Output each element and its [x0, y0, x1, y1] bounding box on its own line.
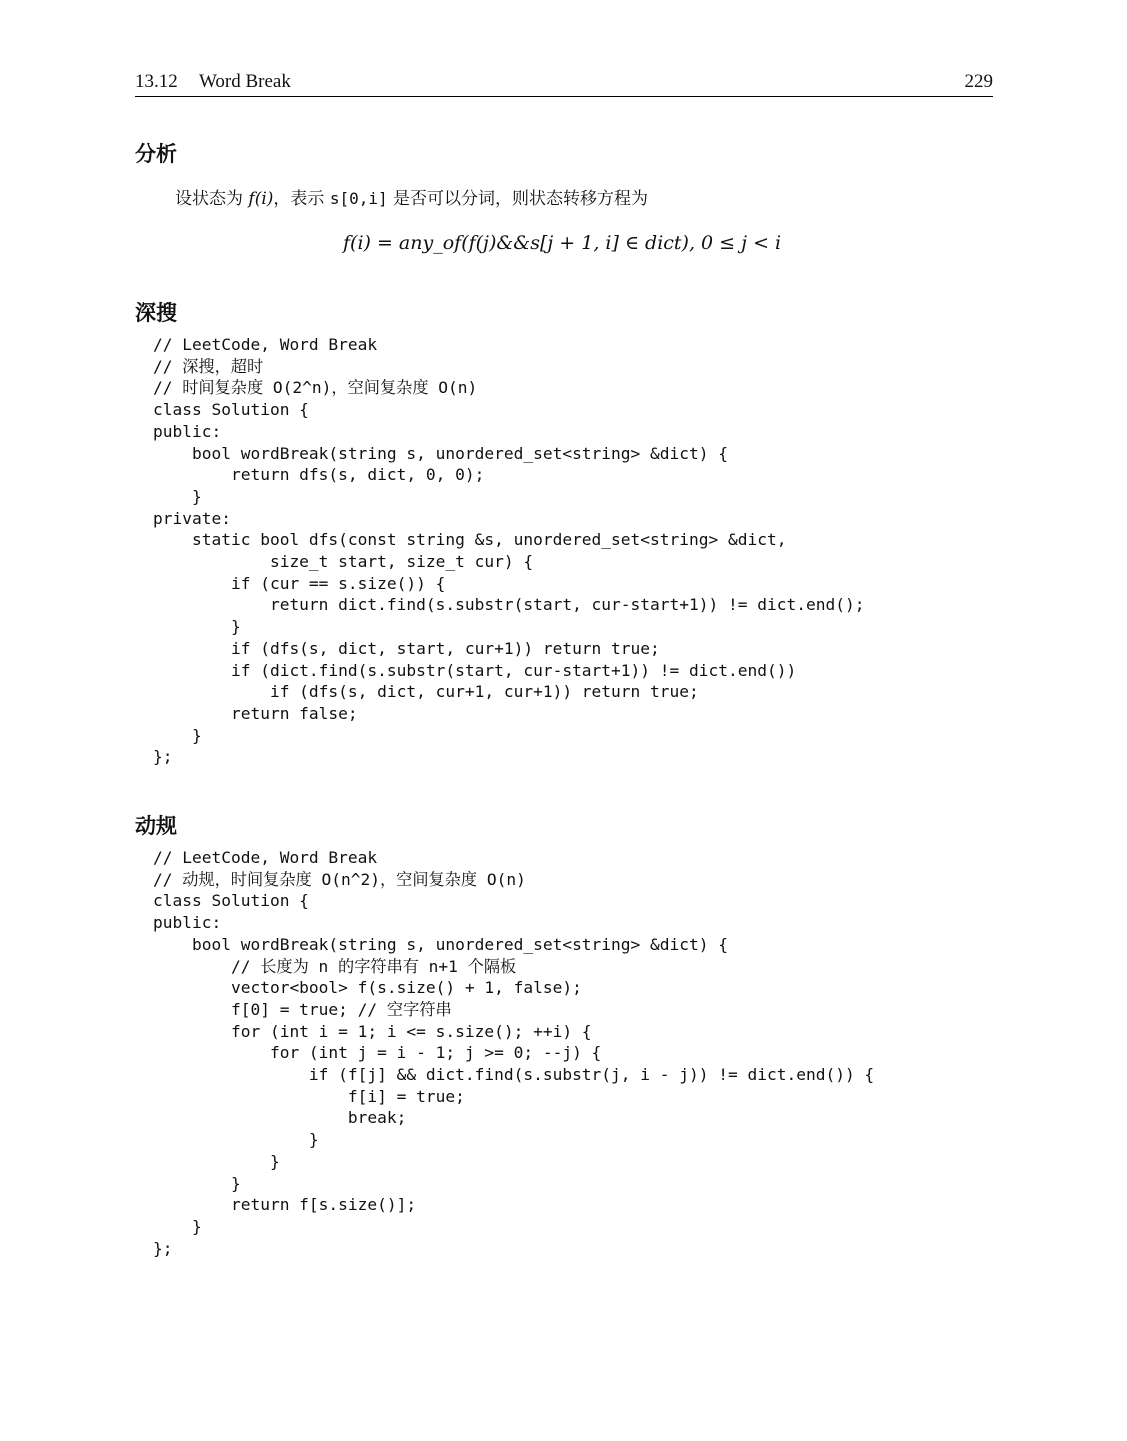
dp-heading: 动规	[135, 814, 177, 838]
section-title: Word Break	[199, 71, 291, 92]
analysis-paragraph	[175, 184, 648, 209]
dfs-code-block: // LeetCode, Word Break // 深搜，超时 // 时间复杂度 O(2^n)，空间复杂度 O(n) class Solution { public: bool wordBreak(string s, unordered_set<string> &dict) { return dfs(s, dict, 0, 0); } private: static bool dfs(const string &s, unordered_set<string> &dict, size_t start, size_t cur) { if (cur == s.size()) { return dict.find(s.substr(start, cur-start+1)) != dict.end(); } if (dfs(s, dict, start, cur+1)) return true; if (dict.find(s.substr(start, cur-start+1)) != dict.end()) if (dfs(s, dict, cur+1, cur+1)) return true; return false; } };	[153, 335, 865, 767]
page-number: 229	[964, 71, 993, 92]
state-transition-formula: f(i) = any_of(f(j)&&s[j + 1, i] ∈ dict), 0 ≤ j < i	[343, 232, 782, 254]
analysis-text-fi: f(i)	[248, 189, 274, 209]
section-number: 13.12	[135, 71, 178, 92]
analysis-text-mid: ，表示	[273, 189, 330, 209]
analysis-text-code: s[0,i]	[329, 189, 388, 208]
page-header	[135, 70, 993, 97]
analysis-text-prefix: 设状态为	[175, 189, 249, 209]
analysis-text-suffix: 是否可以分词，则状态转移方程为	[387, 189, 649, 209]
dfs-heading: 深搜	[135, 301, 177, 325]
dp-code-block: // LeetCode, Word Break // 动规，时间复杂度 O(n^2)，空间复杂度 O(n) class Solution { public: bool wordBreak(string s, unordered_set<string> &dict) { // 长度为 n 的字符串有 n+1 个隔板 vector<bool> f(s.size() + 1, false); f[0] = true; // 空字符串 for (int i = 1; i <= s.size(); ++i) { for (int j = i - 1; j >= 0; --j) { if (f[j] && dict.find(s.substr(j, i - j)) != dict.end()) { f[i] = true; break; } } } return f[s.size()]; } };	[153, 848, 875, 1258]
analysis-heading: 分析	[135, 142, 177, 166]
